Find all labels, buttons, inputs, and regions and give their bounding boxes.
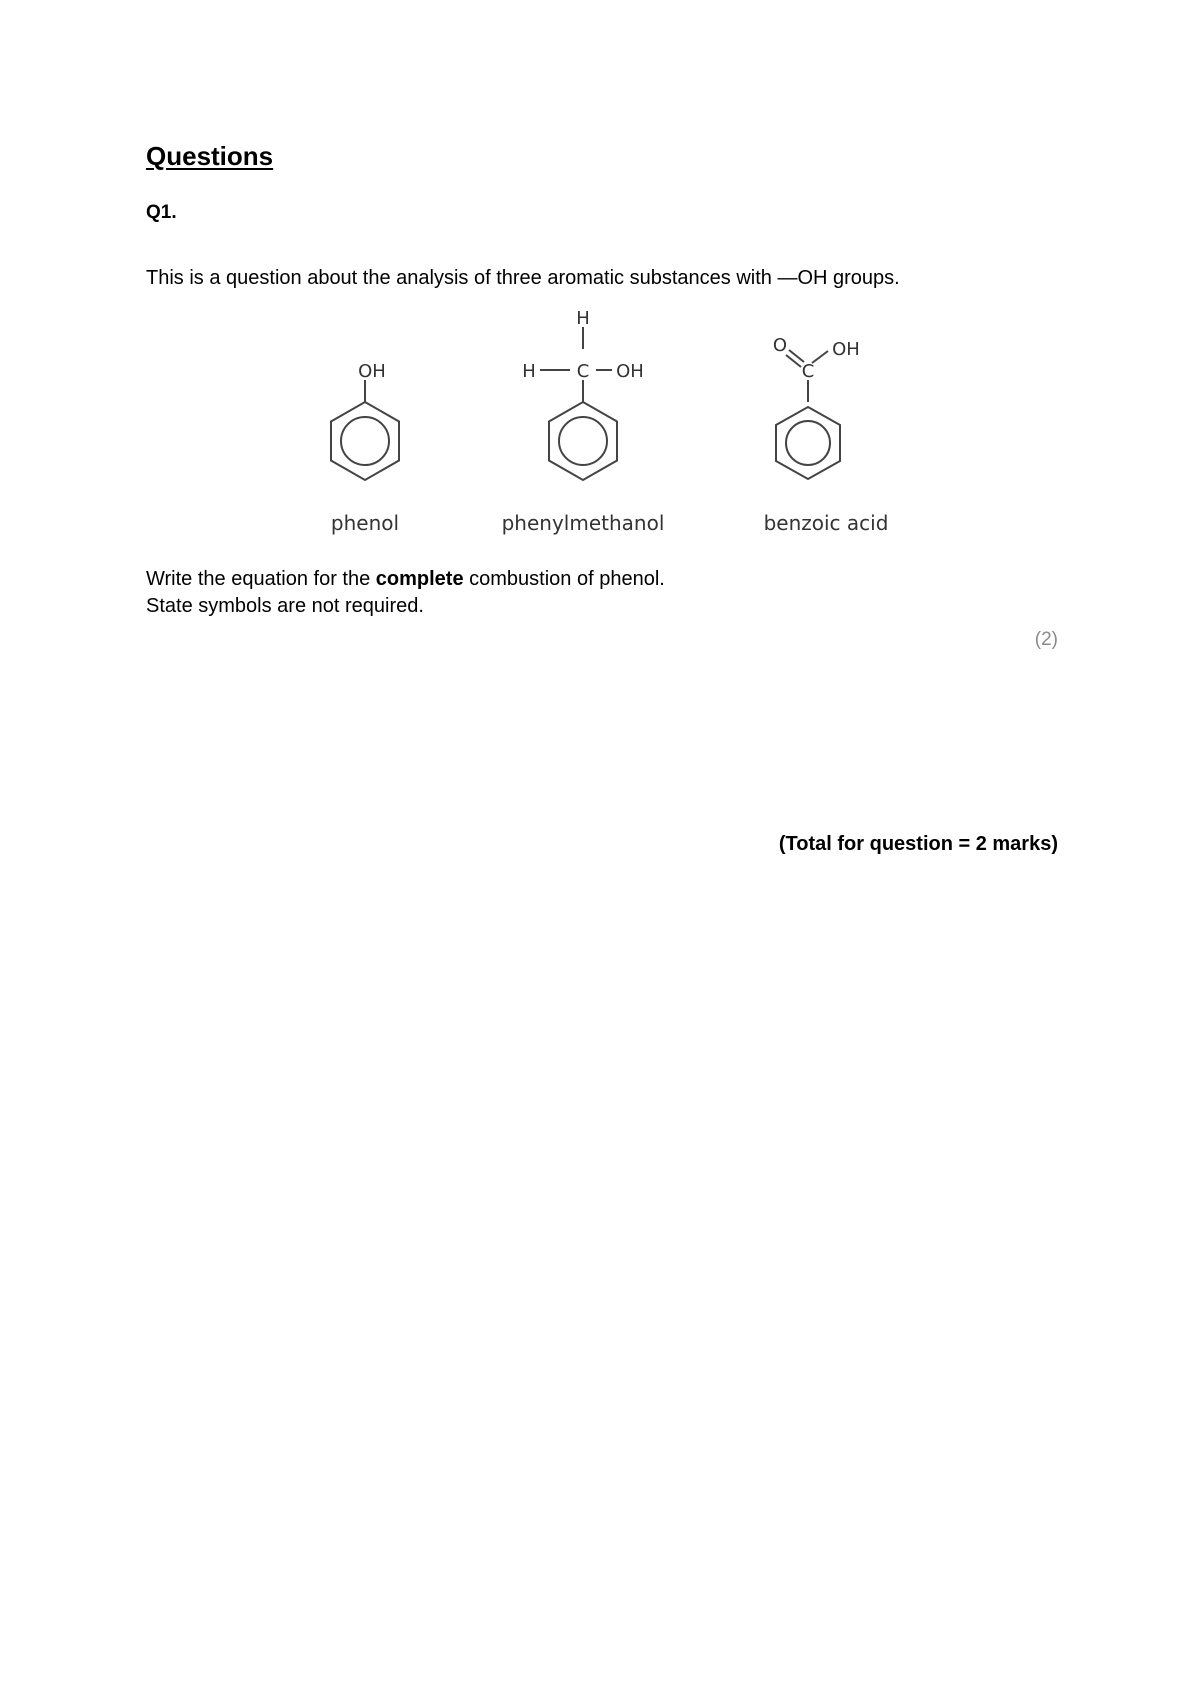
phenylmethanol-label: phenylmethanol [501,511,665,535]
task-emphasis: complete [375,568,464,590]
phenol-label: phenol [330,511,400,535]
phenol-structure [331,380,399,480]
question-number: Q1. [146,202,177,223]
task-line-1-end: combustion of phenol. [463,568,665,590]
phenylmethanol-h-left-label: H [522,361,536,382]
task-line-1 [146,566,665,593]
total-marks: (Total for question = 2 marks) [778,833,1058,855]
phenylmethanol-oh-label: OH [616,361,644,382]
benzoic-acid-o-label: O [772,335,788,356]
task-line-1-start: Write the equation for the [146,568,376,590]
molecule-figure [300,305,920,550]
phenylmethanol-h-top-label: H [576,308,590,329]
question-task [146,566,665,620]
phenylmethanol-c-label: C [576,361,590,382]
marks-indicator: (2) [1034,629,1058,650]
question-intro: This is a question about the analysis of three aromatic substances with —OH groups. [146,267,900,289]
task-line-2: State symbols are not required. [146,595,424,617]
page-heading: Questions [146,141,274,171]
benzoic-acid-oh-label: OH [832,339,860,360]
benzoic-acid-c-label: C [801,361,815,382]
benzoic-acid-label: benzoic acid [763,511,889,535]
phenol-oh-label: OH [358,361,386,382]
phenylmethanol-structure [540,327,617,480]
